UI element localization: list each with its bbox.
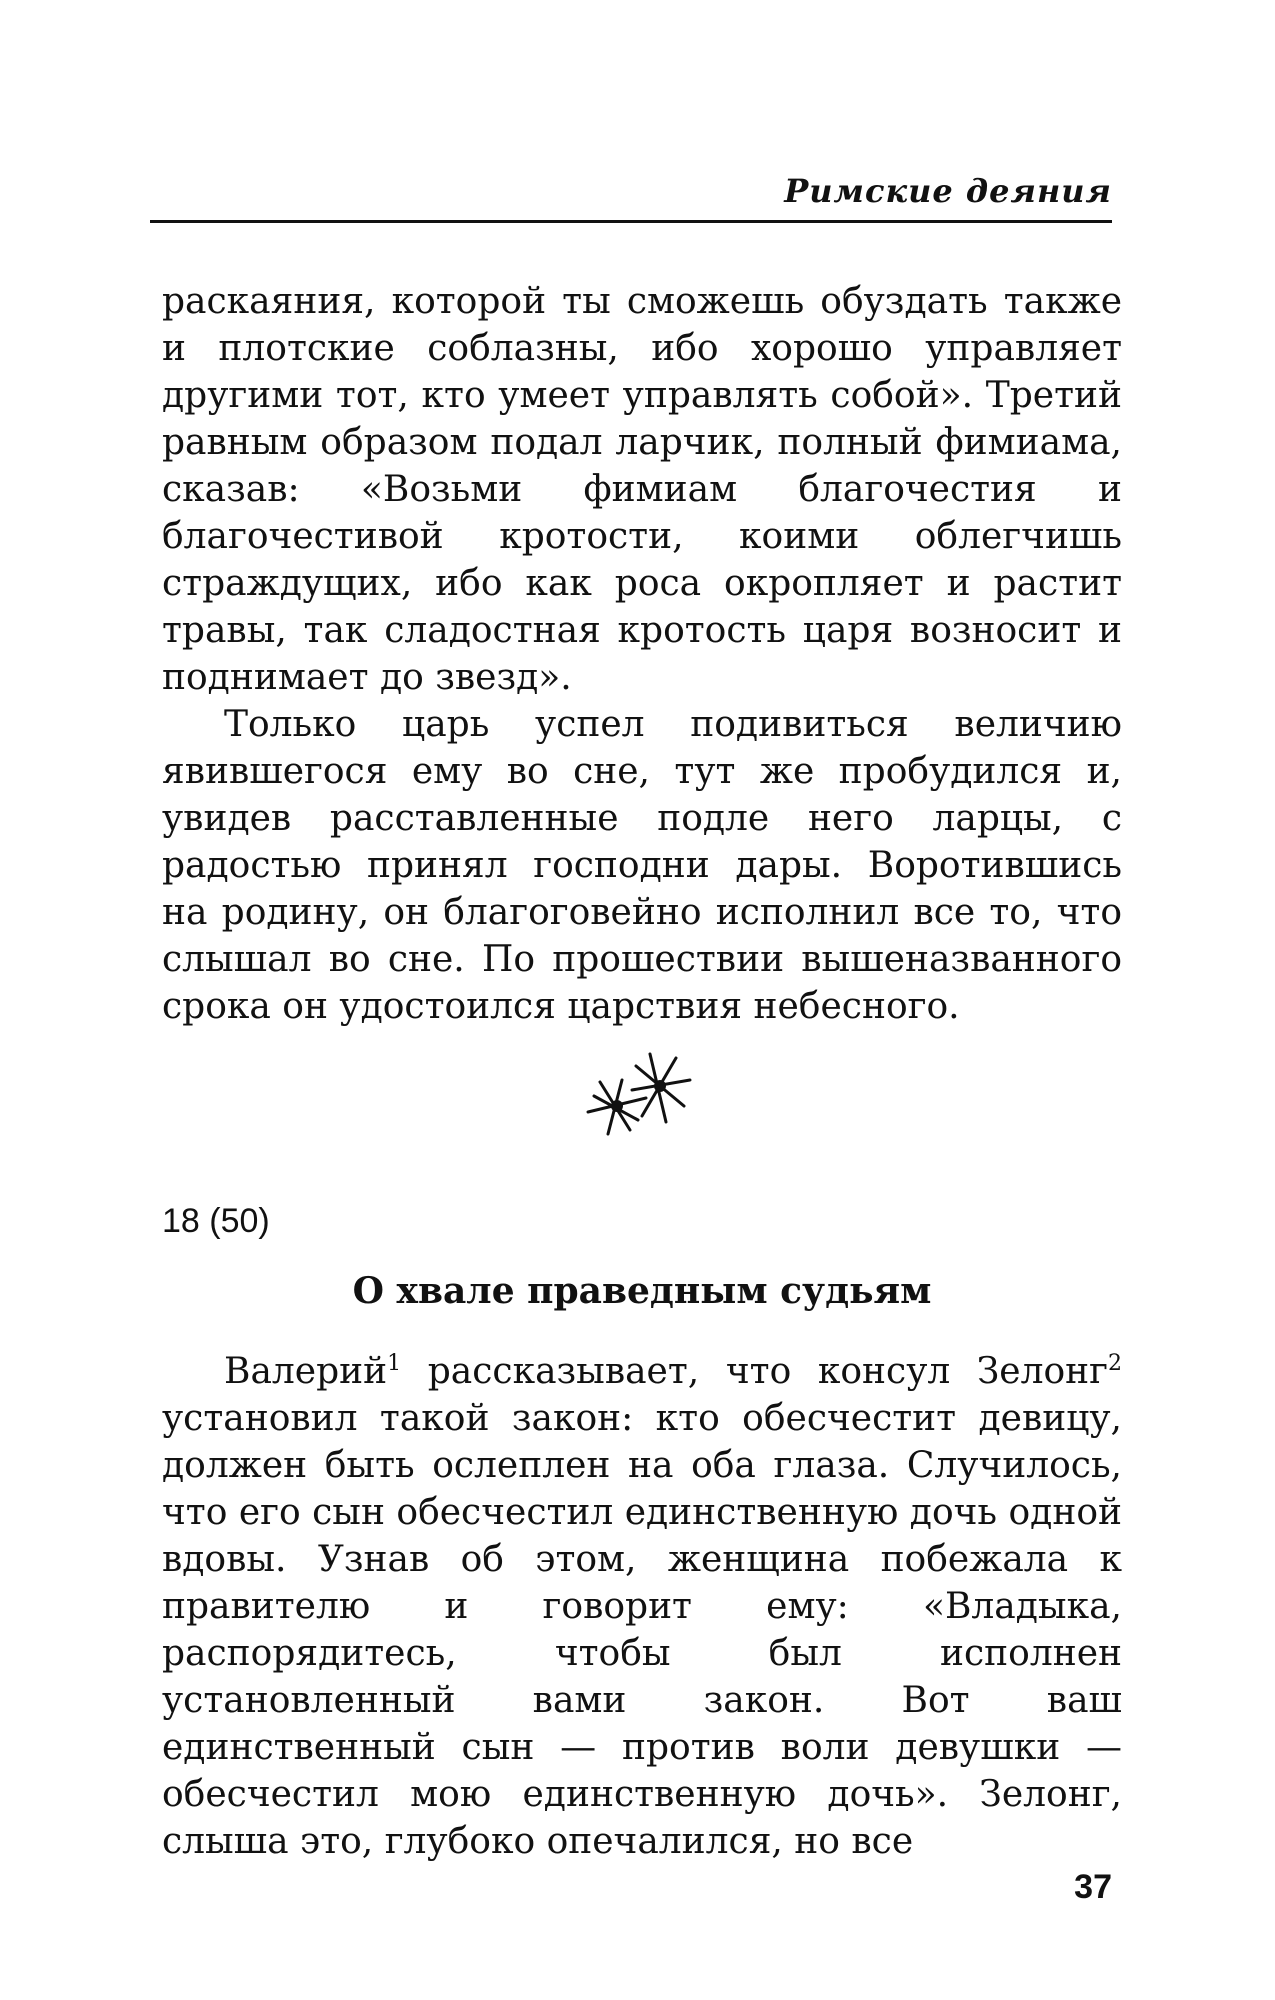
running-head: Римские деяния	[784, 172, 1112, 210]
paragraph: раскаяния, которой ты сможешь обуздать также и плотские соблазны, ибо хорошо управляет другими тот, кто умеет управлять собой». Третий равным образом подал ларчик, полный фимиама, сказав: «Возьми фимиам благочестия и благочестивой кротости, коими облегчишь страждущих, ибо как роса окропляет и растит травы, так сладостная кротость царя возносит и поднимает до звезд».	[162, 281, 1122, 698]
continued-text	[162, 278, 1122, 1030]
story-title: О хвале праведным судьям	[352, 1270, 932, 1312]
ornament-center	[654, 1080, 666, 1092]
text-span: установил такой закон: кто обесчестит девицу, должен быть ослеплен на оба глаза. Случилось, что его сын обесчестил единственную дочь одной вдовы. Узнав об этом, женщина побежала к правителю и говорит ему: «Владыка, распорядитесь, чтобы был исполнен установленный вами закон. Вот ваш единственный сын — против воли девушки — обесчестил мою единственную дочь». Зелонг, слыша это, глубоко опечалился, но все	[162, 1398, 1122, 1862]
footnote-ref[interactable]: 2	[1108, 1351, 1122, 1376]
double-star-icon	[560, 1040, 710, 1154]
paragraph	[162, 1348, 1122, 1865]
footnote-ref[interactable]: 1	[387, 1351, 402, 1376]
ornament-graphic	[560, 1040, 710, 1150]
header-rule	[150, 220, 1112, 223]
page-number: 37	[1074, 1868, 1112, 1906]
text-span: рассказывает, что консул Зелонг	[401, 1351, 1108, 1392]
ornament-center	[611, 1100, 623, 1112]
story-number: 18 (50)	[162, 1202, 270, 1240]
story-text	[162, 1348, 1122, 1865]
text-span: Валерий	[224, 1351, 388, 1392]
paragraph: Только царь успел подивиться величию явившегося ему во сне, тут же пробудился и, увидев расставленные подле него ларцы, с радостью принял господни дары. Воротившись на родину, он благоговейно исполнил все то, что слышал во сне. По прошествии вышеназванного срока он удостоился царствия небесного.	[162, 704, 1122, 1027]
